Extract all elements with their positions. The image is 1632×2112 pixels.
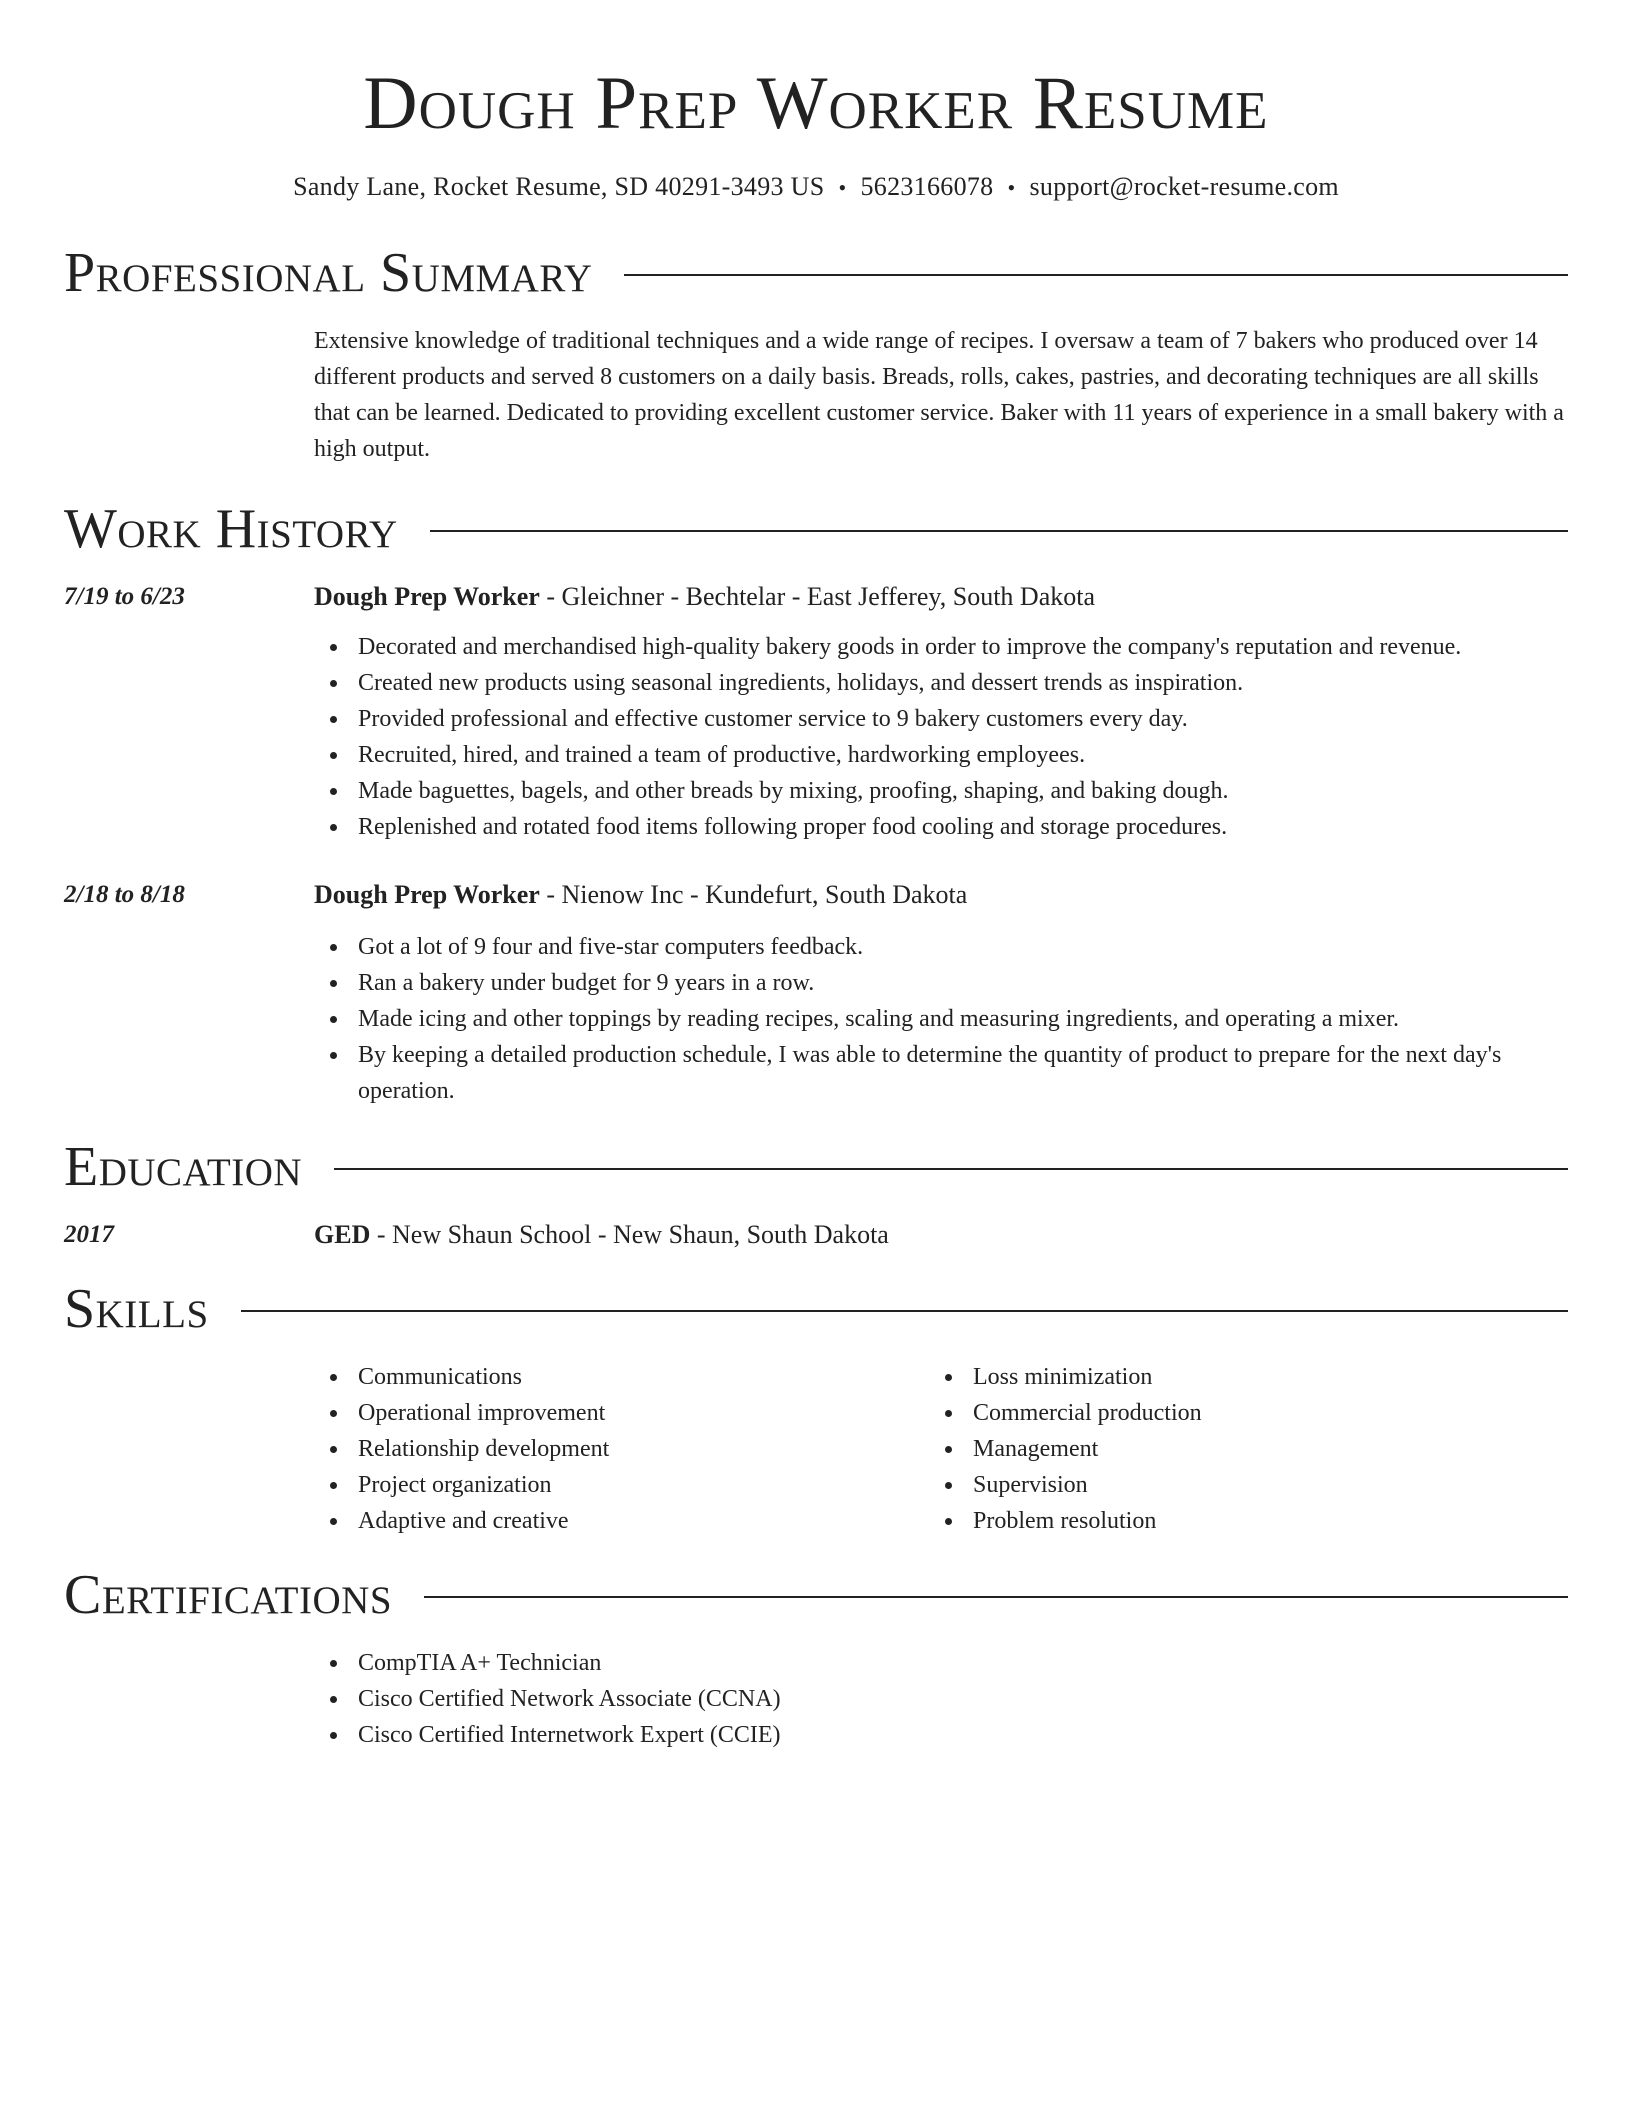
contact-info <box>64 170 1568 205</box>
skills-section-header <box>64 1277 1568 1341</box>
work-history-heading: Work History <box>64 498 398 560</box>
skill-item: Management <box>929 1431 1544 1467</box>
education-content <box>314 1217 1568 1253</box>
certifications-row <box>64 1645 1568 1753</box>
job-bullets <box>314 929 1568 1109</box>
certifications-heading: Certifications <box>64 1564 393 1626</box>
education-heading: Education <box>64 1136 303 1198</box>
education-degree: GED <box>314 1220 371 1249</box>
certifications-list <box>314 1645 1568 1753</box>
job-bullet: Made baguettes, bagels, and other breads by mixing, proofing, shaping, and baking dough. <box>314 773 1568 809</box>
job-dates: 2/18 to 8/18 <box>64 881 185 908</box>
education-year: 2017 <box>64 1221 114 1248</box>
job-bullet: Ran a bakery under budget for 9 years in a row. <box>314 965 1568 1001</box>
education-details: - New Shaun School - New Shaun, South Dakota <box>370 1220 889 1249</box>
section-divider <box>424 1596 1568 1598</box>
education-entry <box>64 1217 1568 1253</box>
education-section-header <box>64 1135 1568 1199</box>
skills-heading: Skills <box>64 1278 209 1340</box>
job-bullet: Made icing and other toppings by reading recipes, scaling and measuring ingredients, and operating a mixer. <box>314 1001 1568 1037</box>
job-content <box>314 579 1568 845</box>
job-bullet: Recruited, hired, and trained a team of productive, hardworking employees. <box>314 737 1568 773</box>
skill-item: Commercial production <box>929 1395 1544 1431</box>
certification-item: CompTIA A+ Technician <box>314 1645 1568 1681</box>
section-divider <box>624 274 1568 276</box>
job-bullet: Replenished and rotated food items following proper food cooling and storage procedures. <box>314 809 1568 845</box>
certifications-section-header <box>64 1563 1568 1627</box>
skill-item: Supervision <box>929 1467 1544 1503</box>
skill-item: Operational improvement <box>314 1395 929 1431</box>
work-history-section-header <box>64 497 1568 561</box>
job-bullet: Decorated and merchandised high-quality bakery goods in order to improve the company's reputation and revenue. <box>314 629 1568 665</box>
job-details: - Gleichner - Bechtelar - East Jefferey, South Dakota <box>539 582 1095 611</box>
job-content <box>314 877 1568 1109</box>
skill-item: Problem resolution <box>929 1503 1544 1539</box>
job-bullet: Got a lot of 9 four and five-star computers feedback. <box>314 929 1568 965</box>
contact-separator: • <box>1007 175 1016 200</box>
job-entry <box>64 579 1568 845</box>
summary-body <box>314 323 1568 467</box>
job-bullet: Created new products using seasonal ingredients, holidays, and dessert trends as inspiration. <box>314 665 1568 701</box>
skills-list-right <box>929 1359 1544 1539</box>
skill-item: Relationship development <box>314 1431 929 1467</box>
job-heading <box>314 877 1568 913</box>
job-bullet: Provided professional and effective customer service to 9 bakery customers every day. <box>314 701 1568 737</box>
contact-address: Sandy Lane, Rocket Resume, SD 40291-3493 US <box>293 172 825 201</box>
job-dates: 7/19 to 6/23 <box>64 583 185 610</box>
section-divider <box>430 530 1568 532</box>
job-heading <box>314 579 1568 615</box>
summary-section-header <box>64 241 1568 305</box>
job-entry <box>64 877 1568 1109</box>
section-divider <box>334 1168 1568 1170</box>
skills-row <box>64 1359 1568 1539</box>
certification-item: Cisco Certified Network Associate (CCNA) <box>314 1681 1568 1717</box>
skill-item: Loss minimization <box>929 1359 1544 1395</box>
job-title: Dough Prep Worker <box>314 880 540 909</box>
certification-item: Cisco Certified Internetwork Expert (CCIE) <box>314 1717 1568 1753</box>
job-bullets <box>314 629 1568 845</box>
skill-item: Adaptive and creative <box>314 1503 929 1539</box>
job-bullet: By keeping a detailed production schedule, I was able to determine the quantity of product to prepare for the next day's operation. <box>314 1037 1568 1109</box>
resume-title: Dough Prep Worker Resume <box>363 62 1269 145</box>
job-details: - Nienow Inc - Kundefurt, South Dakota <box>539 880 968 909</box>
contact-email: support@rocket-resume.com <box>1029 172 1339 201</box>
summary-text: Extensive knowledge of traditional techniques and a wide range of recipes. I oversaw a team of 7 bakers who produced over 14 different products and served 8 customers on a daily basis. Breads, rolls, cakes, pastries, and decorating techniques are all skills that can be learned. Dedicated to providing excellent customer service. Baker with 11 years of experience in a small bakery with a high output. <box>314 328 1564 462</box>
contact-phone: 5623166078 <box>860 172 994 201</box>
skill-item: Project organization <box>314 1467 929 1503</box>
skill-item: Communications <box>314 1359 929 1395</box>
summary-row <box>64 323 1568 467</box>
education-heading-line <box>314 1217 1568 1253</box>
contact-separator: • <box>838 175 847 200</box>
job-title: Dough Prep Worker <box>314 582 540 611</box>
certifications-content <box>314 1645 1568 1753</box>
summary-heading: Professional Summary <box>64 242 593 304</box>
section-divider <box>241 1310 1568 1312</box>
skills-grid <box>314 1359 1568 1539</box>
skills-list-left <box>314 1359 929 1539</box>
